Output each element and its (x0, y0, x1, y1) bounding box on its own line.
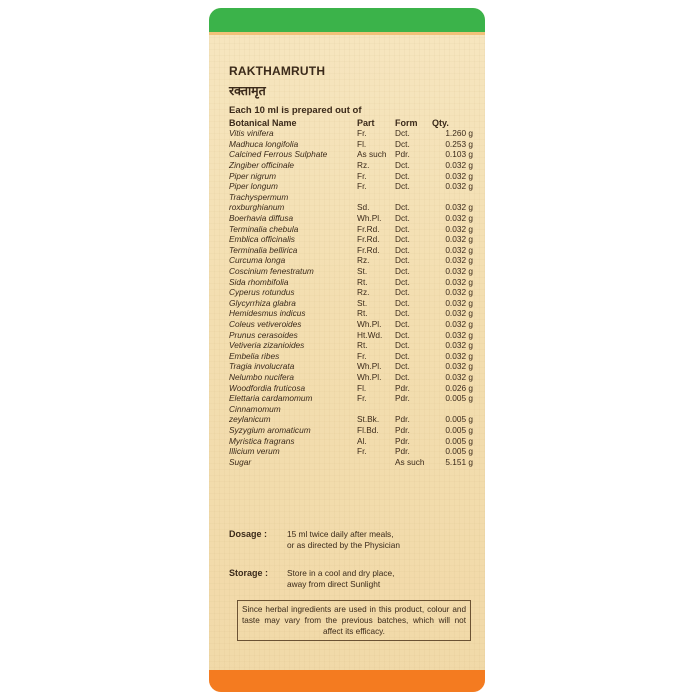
table-row (229, 287, 473, 298)
table-row (229, 170, 473, 181)
ingredient-form: Pdr. (395, 393, 410, 404)
ingredient-form: Dct. (395, 266, 410, 277)
ingredient-name: Calcined Ferrous Sulphate (229, 149, 328, 160)
ingredient-form: Dct. (395, 244, 410, 255)
top-green-band (209, 8, 485, 32)
table-row (229, 255, 473, 266)
ingredient-name: Elettaria cardamomum (229, 393, 313, 404)
dosage-text (287, 529, 477, 551)
ingredient-part (357, 456, 395, 467)
table-row (229, 276, 473, 287)
ingredient-form (395, 192, 432, 203)
ingredient-qty: 0.032 g (445, 170, 473, 181)
ingredient-name: Illicium verum (229, 446, 280, 457)
ingredient-form: Dct. (395, 138, 410, 149)
ingredient-form: As such (395, 456, 425, 467)
ingredient-name: Hemidesmus indicus (229, 308, 306, 319)
bottom-orange-band (209, 670, 485, 692)
ingredient-name: Piper nigrum (229, 170, 277, 181)
table-row (229, 266, 473, 277)
ingredient-part: Rz. (357, 255, 370, 266)
table-row (229, 234, 473, 245)
composition-intro: Each 10 ml is prepared out of (229, 105, 362, 116)
ingredient-name: Boerhavia diffusa (229, 213, 294, 224)
ingredient-part: Rt. (357, 276, 368, 287)
ingredient-qty: 0.032 g (445, 213, 473, 224)
ingredient-part: Fr.Rd. (357, 234, 380, 245)
ingredient-form: Dct. (395, 287, 410, 298)
table-row (229, 403, 473, 414)
table-row (229, 245, 473, 256)
table-row (229, 446, 473, 457)
herbal-notice-box: Since herbal ingredients are used in this product, colour and taste may vary from the previous batches, which will not affect its efficacy. (237, 600, 471, 641)
ingredient-name: Piper longum (229, 181, 278, 192)
ingredient-name: Vetiveria zizanioides (229, 340, 305, 351)
ingredient-form: Dct. (395, 308, 410, 319)
ingredient-part: Fr. (357, 170, 367, 181)
ingredient-part: Wh.Pl. (357, 371, 382, 382)
ingredient-form: Dct. (395, 160, 410, 171)
ingredient-part: St. (357, 266, 368, 277)
dosage-label: Dosage : (229, 529, 268, 539)
ingredient-qty: 0.032 g (445, 244, 473, 255)
ingredient-qty: 0.032 g (445, 350, 473, 361)
ingredient-qty: 0.026 g (445, 382, 473, 393)
table-row (229, 160, 473, 171)
ingredient-name: Syzygium aromaticum (229, 424, 311, 435)
ingredient-name: Cinnamomum (229, 403, 281, 414)
ingredient-qty: 5.151 g (445, 456, 473, 467)
table-row (229, 350, 473, 361)
ingredient-qty: 0.103 g (445, 149, 473, 160)
ingredient-qty: 0.032 g (445, 308, 473, 319)
ingredient-part: Fr.Rd. (357, 223, 380, 234)
ingredient-part: As such (357, 149, 387, 160)
table-row (229, 128, 473, 139)
ingredient-form: Pdr. (395, 149, 410, 160)
storage-label: Storage : (229, 568, 269, 578)
ingredient-qty: 0.005 g (445, 446, 473, 457)
ingredient-qty: 0.005 g (445, 393, 473, 404)
ingredient-part: Fr. (357, 350, 367, 361)
ingredient-name: Myristica fragrans (229, 435, 295, 446)
table-row (229, 435, 473, 446)
table-row (229, 319, 473, 330)
ingredient-part: Wh.Pl. (357, 361, 382, 372)
ingredient-name: Curcuma longa (229, 255, 286, 266)
ingredient-form: Dct. (395, 223, 410, 234)
ingredient-qty: 0.005 g (445, 424, 473, 435)
ingredient-name: Coscinium fenestratum (229, 266, 314, 277)
ingredient-qty: 1.260 g (445, 128, 473, 139)
ingredient-form: Dct. (395, 255, 410, 266)
ingredient-name: Coleus vetiveroides (229, 318, 302, 329)
dosage-line-1: 15 ml twice daily after meals, (287, 529, 394, 539)
header-qty: Qty. (432, 117, 449, 128)
header-form: Form (395, 117, 418, 128)
ingredient-form: Pdr. (395, 424, 410, 435)
ingredient-part: Fr. (357, 446, 367, 457)
table-row (229, 361, 473, 372)
ingredient-part: Rt. (357, 308, 368, 319)
ingredient-qty: 0.032 g (445, 276, 473, 287)
ingredient-form: Pdr. (395, 435, 410, 446)
dosage-line-2: or as directed by the Physician (287, 540, 400, 550)
ingredient-name: Vitis vinifera (229, 128, 274, 139)
storage-line-1: Store in a cool and dry place, (287, 568, 395, 578)
ingredient-name: zeylanicum (229, 414, 271, 425)
ingredient-qty (432, 192, 473, 203)
table-row (229, 202, 473, 213)
ingredient-part: Fl. (357, 138, 367, 149)
table-row (229, 213, 473, 224)
ingredient-name: Madhuca longifolia (229, 138, 299, 149)
ingredient-form: Dct. (395, 234, 410, 245)
header-botanical-name: Botanical Name (229, 117, 297, 128)
ingredient-form: Dct. (395, 371, 410, 382)
ingredient-form: Dct. (395, 350, 410, 361)
table-row (229, 340, 473, 351)
ingredient-qty: 0.005 g (445, 435, 473, 446)
ingredient-qty: 0.032 g (445, 181, 473, 192)
ingredient-qty (432, 403, 473, 414)
ingredient-qty: 0.032 g (445, 255, 473, 266)
ingredient-name: Nelumbo nucifera (229, 371, 295, 382)
ingredient-name: Prunus cerasoides (229, 329, 298, 340)
ingredient-name: Glycyrrhiza glabra (229, 297, 296, 308)
ingredient-qty: 0.253 g (445, 138, 473, 149)
ingredient-part: Sd. (357, 202, 370, 213)
ingredient-name: Emblica officinalis (229, 234, 295, 245)
ingredient-qty: 0.032 g (445, 329, 473, 340)
table-header-row (229, 117, 473, 128)
ingredient-part: Al. (357, 435, 367, 446)
ingredient-part: Fr.Rd. (357, 244, 380, 255)
ingredient-part (357, 403, 395, 414)
ingredient-part: Ht.Wd. (357, 329, 383, 340)
ingredient-part (357, 192, 395, 203)
ingredient-form: Dct. (395, 170, 410, 181)
table-row (229, 456, 473, 467)
ingredient-name: Woodfordia fruticosa (229, 382, 306, 393)
table-row (229, 192, 473, 203)
ingredient-form (395, 403, 432, 414)
ingredient-qty: 0.032 g (445, 160, 473, 171)
ingredient-part: Fl. (357, 382, 367, 393)
ingredients-body (229, 128, 473, 467)
ingredients-section (229, 64, 474, 467)
ingredient-name: Embelia ribes (229, 350, 280, 361)
product-title-native: रक्तामृत (229, 83, 266, 98)
ingredient-name: Tragia involucrata (229, 361, 295, 372)
ingredient-qty: 0.032 g (445, 287, 473, 298)
ingredient-form: Pdr. (395, 446, 410, 457)
ingredient-form: Pdr. (395, 382, 410, 393)
ingredient-form: Dct. (395, 297, 410, 308)
table-row (229, 329, 473, 340)
table-row (229, 425, 473, 436)
ingredient-form: Dct. (395, 213, 410, 224)
ingredient-qty: 0.032 g (445, 266, 473, 277)
ingredient-name: Terminalia chebula (229, 223, 299, 234)
ingredient-name: Trachyspermum (229, 191, 289, 202)
ingredient-part: Rz. (357, 287, 370, 298)
table-row (229, 181, 473, 192)
ingredient-part: Fr. (357, 181, 367, 192)
ingredient-qty: 0.032 g (445, 318, 473, 329)
ingredient-form: Dct. (395, 340, 410, 351)
ingredient-name: Terminalia bellirica (229, 244, 298, 255)
header-part: Part (357, 117, 375, 128)
table-row (229, 393, 473, 404)
ingredient-part: Wh.Pl. (357, 213, 382, 224)
ingredient-qty: 0.032 g (445, 297, 473, 308)
product-title: RAKTHAMRUTH (229, 64, 326, 78)
ingredient-part: Wh.Pl. (357, 318, 382, 329)
table-row (229, 372, 473, 383)
ingredient-form: Dct. (395, 202, 410, 213)
ingredient-form: Dct. (395, 276, 410, 287)
ingredient-form: Dct. (395, 329, 410, 340)
ingredient-qty: 0.032 g (445, 340, 473, 351)
ingredient-form: Dct. (395, 181, 410, 192)
ingredient-form: Dct. (395, 128, 410, 139)
ingredient-qty: 0.032 g (445, 223, 473, 234)
ingredient-part: Fr. (357, 128, 367, 139)
ingredients-table (229, 117, 473, 467)
table-row (229, 414, 473, 425)
ingredient-form: Dct. (395, 318, 410, 329)
table-row (229, 139, 473, 150)
ingredient-name: Sida rhombifolia (229, 276, 289, 287)
storage-text (287, 568, 477, 590)
ingredient-part: St.Bk. (357, 414, 380, 425)
ingredient-qty: 0.005 g (445, 414, 473, 425)
ingredient-name: roxburghianum (229, 202, 285, 213)
table-row (229, 298, 473, 309)
ingredient-part: St. (357, 297, 368, 308)
ingredient-form: Pdr. (395, 414, 410, 425)
ingredient-part: Fl.Bd. (357, 424, 379, 435)
ingredient-qty: 0.032 g (445, 202, 473, 213)
label-panel (209, 8, 485, 692)
ingredient-name: Sugar (229, 456, 252, 467)
table-row (229, 223, 473, 234)
ingredient-part: Rt. (357, 340, 368, 351)
ingredient-part: Fr. (357, 393, 367, 404)
ingredient-part: Rz. (357, 160, 370, 171)
storage-line-2: away from direct Sunlight (287, 579, 381, 589)
ingredient-name: Cyperus rotundus (229, 287, 295, 298)
table-row (229, 149, 473, 160)
table-row (229, 382, 473, 393)
ingredient-qty: 0.032 g (445, 361, 473, 372)
ingredient-qty: 0.032 g (445, 371, 473, 382)
ingredient-form: Dct. (395, 361, 410, 372)
ingredient-qty: 0.032 g (445, 234, 473, 245)
table-row (229, 308, 473, 319)
ingredient-name: Zingiber officinale (229, 160, 295, 171)
